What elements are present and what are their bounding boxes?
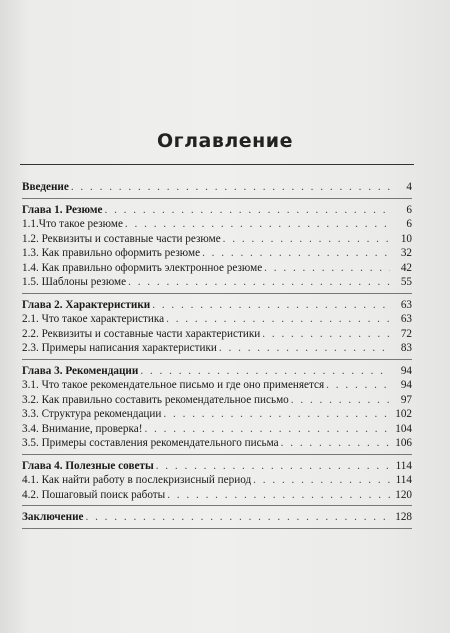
toc-entry-label: Глава 4. Полезные советы (22, 459, 154, 472)
toc-entry (22, 232, 412, 247)
toc-entry (22, 436, 412, 451)
toc-entry-intro (22, 180, 412, 195)
toc-entry (22, 473, 412, 488)
dot-leader (167, 488, 390, 503)
dot-leader (152, 298, 390, 313)
toc-entry-page: 32 (400, 247, 412, 259)
toc-section-chapter-3 (22, 360, 412, 455)
toc-entry-label: 1.1.Что такое резюме (22, 218, 123, 230)
dot-leader (125, 217, 390, 232)
toc-entry-page: 63 (400, 298, 412, 311)
toc-entry (22, 275, 412, 290)
dot-leader (262, 327, 390, 342)
toc-entry-page: 120 (395, 488, 412, 501)
toc-section-conclusion (22, 506, 412, 529)
toc-entry (22, 393, 412, 408)
toc-entry-label: 2.2. Реквизиты и составные части характеристики (22, 327, 261, 340)
toc-entry-label: 4.1. Как найти работу в послекризисный период (22, 474, 252, 486)
toc-entry-label: Введение (22, 181, 69, 193)
toc-chapter-3 (22, 364, 412, 379)
toc-entry-page: 42 (400, 261, 412, 274)
toc-entry-page: 128 (395, 511, 412, 523)
toc-chapter-1 (22, 203, 412, 218)
dot-leader (140, 364, 390, 379)
toc-entry-page: 114 (395, 459, 412, 472)
toc-entry-label: 4.2. Пошаговый поиск работы (22, 488, 166, 501)
dot-leader (163, 407, 390, 422)
toc-entry-label: 3.3. Структура рекомендации (22, 408, 162, 420)
toc-entry-label: 1.4. Как правильно оформить электронное резюме (22, 261, 263, 274)
toc-entry-label: 3.4. Внимание, проверка! (22, 422, 143, 435)
toc-entry-page: 94 (400, 379, 412, 391)
toc-entry-page: 83 (400, 342, 412, 354)
toc-entry-page: 63 (400, 313, 412, 325)
dot-leader (144, 422, 390, 437)
page-title: Оглавление (157, 130, 293, 152)
toc-entry (22, 422, 412, 437)
dot-leader (326, 378, 390, 393)
toc-entry-label: 3.5. Примеры составления рекомендательного письма (22, 437, 279, 449)
dot-leader (166, 312, 390, 327)
dot-leader (71, 180, 390, 195)
toc-entry-conclusion (22, 510, 412, 525)
toc-entry-page: 106 (395, 437, 412, 449)
toc-entry-label: 3.2. Как правильно составить рекомендательное письмо (22, 393, 289, 406)
dot-leader (219, 341, 390, 356)
toc-entry-label: Глава 1. Резюме (22, 203, 103, 216)
toc-entry (22, 217, 412, 232)
toc-entry-label: 3.1. Что такое рекомендательное письмо и где оно применяется (22, 379, 325, 391)
toc-entry-label: Заключение (22, 511, 84, 523)
dot-leader (202, 246, 390, 261)
toc-section-chapter-1 (22, 199, 412, 294)
toc-entry-page: 10 (400, 232, 412, 245)
dot-leader (156, 459, 390, 474)
toc-chapter-2 (22, 298, 412, 313)
dot-leader (291, 393, 390, 408)
toc-entry-page: 114 (395, 474, 412, 486)
toc-entry-page: 55 (400, 276, 412, 288)
dot-leader (104, 203, 390, 218)
toc-section-chapter-2 (22, 294, 412, 360)
toc-entry (22, 407, 412, 422)
toc-entry-page: 94 (400, 364, 412, 377)
toc-entry (22, 341, 412, 356)
toc-entry (22, 312, 412, 327)
toc-entry (22, 327, 412, 342)
dot-leader (128, 275, 390, 290)
dot-leader (264, 261, 390, 276)
toc-entry-page: 72 (400, 327, 412, 340)
toc-entry-page: 4 (406, 181, 412, 193)
toc-section-chapter-4 (22, 455, 412, 507)
toc-entry-label: 2.3. Примеры написания характеристики (22, 342, 217, 354)
title-rule (20, 164, 414, 165)
dot-leader (85, 510, 390, 525)
toc-chapter-4 (22, 459, 412, 474)
toc-entry-label: 1.3. Как правильно оформить резюме (22, 247, 201, 259)
dot-leader (281, 436, 390, 451)
toc-section-intro (22, 180, 412, 199)
toc-entry-page: 6 (406, 218, 412, 230)
table-of-contents (22, 180, 412, 529)
toc-entry-label: 2.1. Что такое характеристика (22, 313, 165, 325)
toc-entry-page: 6 (406, 203, 412, 216)
dot-leader (253, 473, 390, 488)
toc-entry (22, 246, 412, 261)
dot-leader (223, 232, 390, 247)
toc-entry-page: 104 (395, 422, 412, 435)
toc-entry-page: 102 (395, 408, 412, 420)
toc-entry (22, 488, 412, 503)
toc-entry-page: 97 (400, 393, 412, 406)
toc-entry (22, 378, 412, 393)
toc-entry-label: Глава 3. Рекомендации (22, 364, 139, 377)
toc-entry-label: 1.2. Реквизиты и составные части резюме (22, 232, 221, 245)
toc-entry-label: Глава 2. Характеристики (22, 298, 151, 311)
toc-entry-label: 1.5. Шаблоны резюме (22, 276, 127, 288)
toc-entry (22, 261, 412, 276)
